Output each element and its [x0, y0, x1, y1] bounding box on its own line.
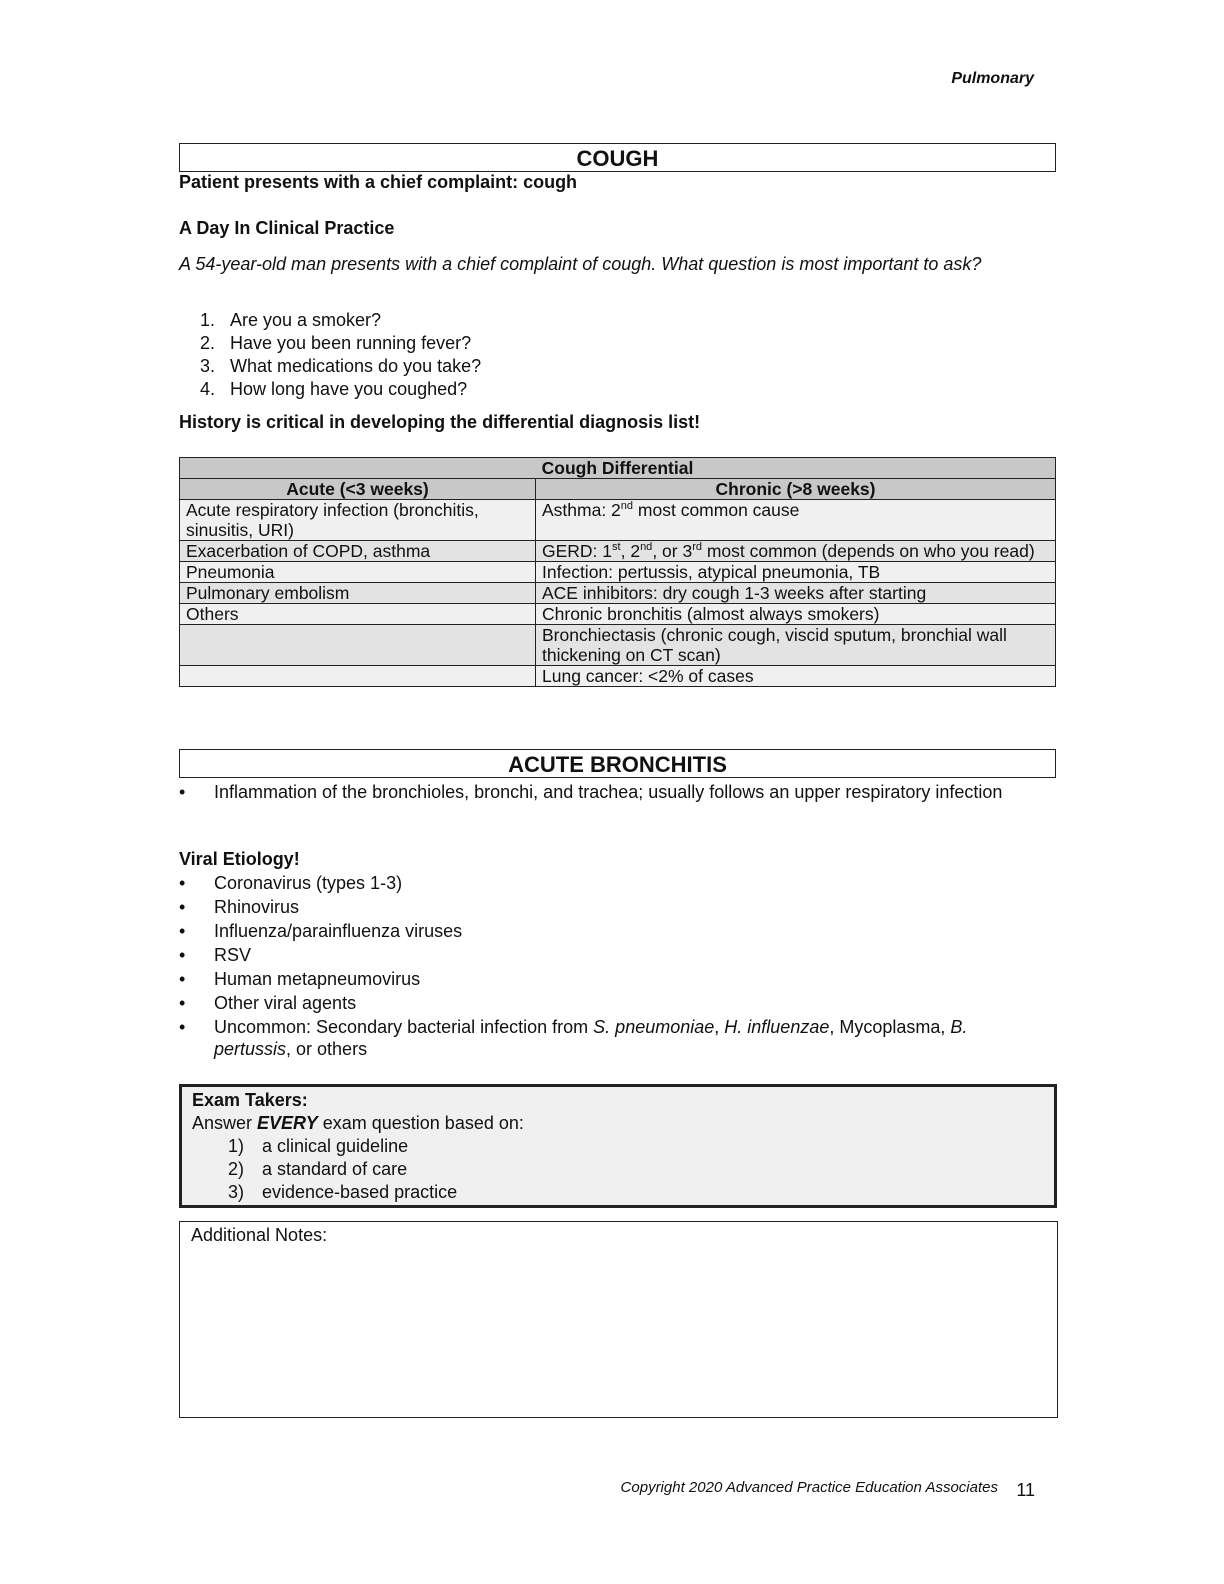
list-item: • Coronavirus (types 1-3): [179, 873, 403, 893]
list-item: 1) a clinical guideline: [227, 1136, 409, 1156]
list-item: • Uncommon: Secondary bacterial infection from S. pneumoniae, H. influenzae, Mycoplasma, B. pertussis, or others: [179, 1017, 968, 1059]
page-number: 11: [1016, 1480, 1035, 1500]
column-header-acute: Acute (<3 weeks): [180, 479, 536, 500]
additional-notes-box[interactable]: [179, 1221, 1058, 1418]
list-item: 4. How long have you coughed?: [199, 379, 468, 399]
table-row: Bronchiectasis (chronic cough, viscid sputum, bronchial wall thickening on CT scan): [180, 625, 1056, 666]
exam-heading: Exam Takers:: [192, 1090, 308, 1110]
list-item: • Influenza/parainfluenza viruses: [179, 921, 463, 941]
list-item: 2) a standard of care: [227, 1159, 408, 1179]
copyright-text: Copyright 2020 Advanced Practice Education Associates: [620, 1479, 998, 1496]
scenario-text: A 54-year-old man presents with a chief complaint of cough. What question is most important to ask?: [179, 254, 982, 274]
cough-differential-table: [179, 457, 1056, 687]
list-item: 2. Have you been running fever?: [199, 333, 472, 353]
section-label: Pulmonary: [951, 70, 1034, 87]
list-item: 3) evidence-based practice: [227, 1182, 458, 1202]
history-note: History is critical in developing the differential diagnosis list!: [179, 412, 701, 432]
table-cell: Asthma: 2nd most common cause: [536, 500, 1056, 541]
cough-subtitle: Patient presents with a chief complaint: cough: [179, 172, 578, 192]
list-item: • Other viral agents: [179, 993, 357, 1013]
table-cell: GERD: 1st, 2nd, or 3rd most common (depends on who you read): [536, 541, 1056, 562]
table-title: Cough Differential: [180, 458, 1056, 479]
virus-list: [179, 872, 1049, 1060]
list-item: • Rhinovirus: [179, 897, 300, 917]
definition-list: [179, 781, 1029, 805]
bronchitis-title: ACUTE BRONCHITIS: [179, 749, 1056, 778]
list-item: • Human metapneumovirus: [179, 969, 421, 989]
table-row: Pneumonia Infection: pertussis, atypical pneumonia, TB: [180, 562, 1056, 583]
exam-takers-box: [179, 1084, 1057, 1208]
table-row: Exacerbation of COPD, asthma GERD: 1st, 2nd, or 3rd most common (depends on who you read): [180, 541, 1056, 562]
list-item: 1. Are you a smoker?: [199, 310, 382, 330]
question-list: [179, 309, 481, 401]
exam-intro: Answer EVERY exam question based on:: [192, 1113, 524, 1133]
list-item: • RSV: [179, 945, 252, 965]
table-row: Others Chronic bronchitis (almost always smokers): [180, 604, 1056, 625]
notes-label: Additional Notes:: [191, 1225, 328, 1245]
etiology-heading: Viral Etiology!: [179, 849, 300, 869]
table-row: Acute respiratory infection (bronchitis, sinusitis, URI) Asthma: 2nd most common cause: [180, 500, 1056, 541]
day-heading: A Day In Clinical Practice: [179, 218, 395, 238]
table-row: Lung cancer: <2% of cases: [180, 666, 1056, 687]
list-item: • Inflammation of the bronchioles, bronchi, and trachea; usually follows an upper respiratory infection: [179, 782, 1003, 802]
table-row: Pulmonary embolism ACE inhibitors: dry cough 1-3 weeks after starting: [180, 583, 1056, 604]
exam-list: [192, 1135, 1044, 1204]
cough-title: COUGH: [179, 143, 1056, 172]
list-item: 3. What medications do you take?: [199, 356, 482, 376]
column-header-chronic: Chronic (>8 weeks): [536, 479, 1056, 500]
